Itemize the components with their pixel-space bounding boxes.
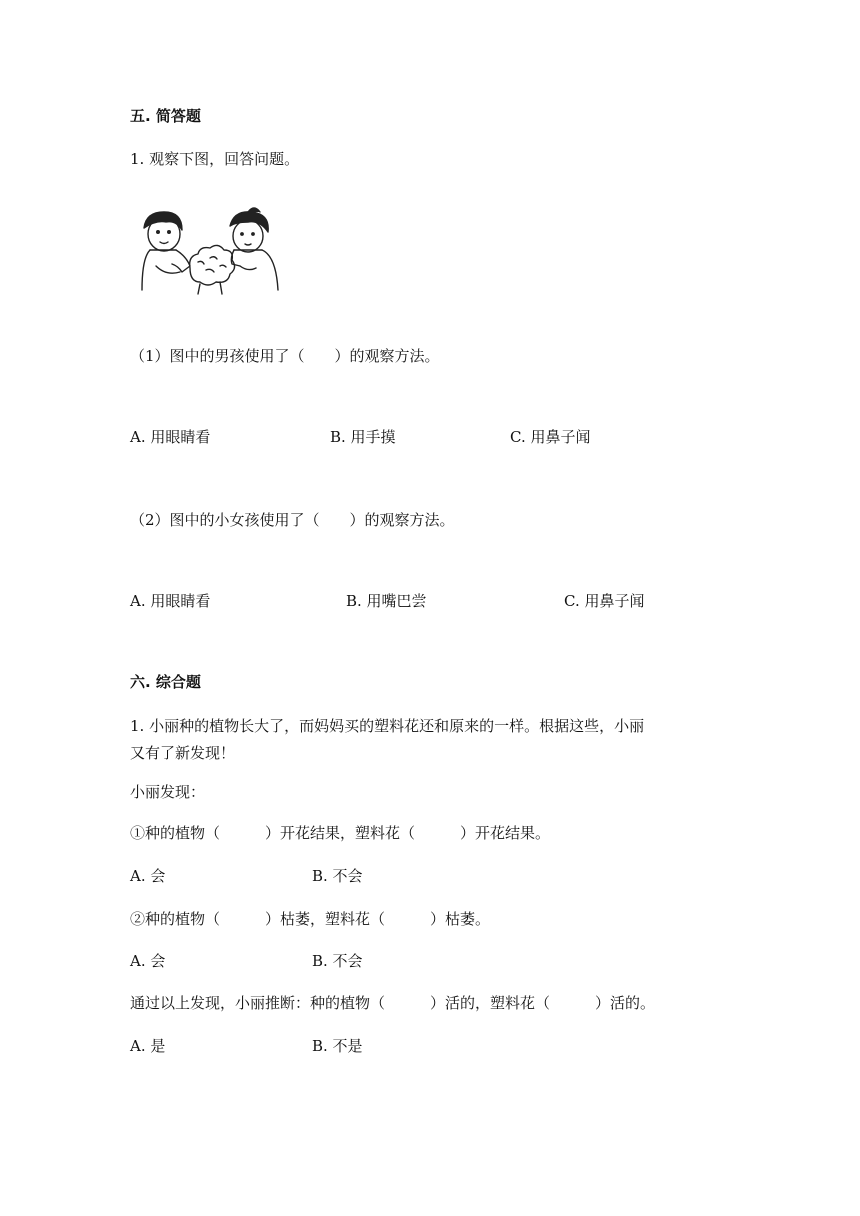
sub-question-2-option-c[interactable]: C. 用鼻子闻 xyxy=(564,592,645,610)
sub-question-2-option-b[interactable]: B. 用嘴巴尝 xyxy=(346,592,427,610)
item-1-option-b[interactable]: B. 不会 xyxy=(312,867,363,885)
section-6-heading: 六. 综合题 xyxy=(130,673,201,691)
question-1-stem: 1. 观察下图，回答问题。 xyxy=(130,150,300,168)
question-6-1-stem-line-2: 又有了新发现！ xyxy=(130,744,236,762)
item-2-option-a[interactable]: A. 会 xyxy=(130,952,166,970)
sub-question-2-option-a[interactable]: A. 用眼睛看 xyxy=(130,592,211,610)
item-3-option-a[interactable]: A. 是 xyxy=(130,1037,166,1055)
question-6-1-stem-line-1: 1. 小丽种的植物长大了，而妈妈买的塑料花还和原来的一样。根据这些，小丽 xyxy=(130,717,645,735)
item-3-text: 通过以上发现，小丽推断：种的植物（ ）活的，塑料花（ ）活的。 xyxy=(130,994,656,1012)
item-1-text: ①种的植物（ ）开花结果，塑料花（ ）开花结果。 xyxy=(130,824,551,842)
item-1-option-a[interactable]: A. 会 xyxy=(130,867,166,885)
section-5-heading: 五. 简答题 xyxy=(130,107,201,125)
item-2-text: ②种的植物（ ）枯萎，塑料花（ ）枯萎。 xyxy=(130,910,491,928)
sub-question-2-prompt: （2）图中的小女孩使用了（ ）的观察方法。 xyxy=(130,511,455,529)
finding-label: 小丽发现： xyxy=(130,783,206,801)
boy-and-girl-observing-cotton-illustration xyxy=(136,206,286,296)
sub-question-1-prompt: （1）图中的男孩使用了（ ）的观察方法。 xyxy=(130,347,440,365)
sub-question-1-option-c[interactable]: C. 用鼻子闻 xyxy=(510,428,591,446)
sub-question-1-option-b[interactable]: B. 用手摸 xyxy=(330,428,396,446)
item-3-option-b[interactable]: B. 不是 xyxy=(312,1037,363,1055)
item-2-option-b[interactable]: B. 不会 xyxy=(312,952,363,970)
sub-question-1-option-a[interactable]: A. 用眼睛看 xyxy=(130,428,211,446)
